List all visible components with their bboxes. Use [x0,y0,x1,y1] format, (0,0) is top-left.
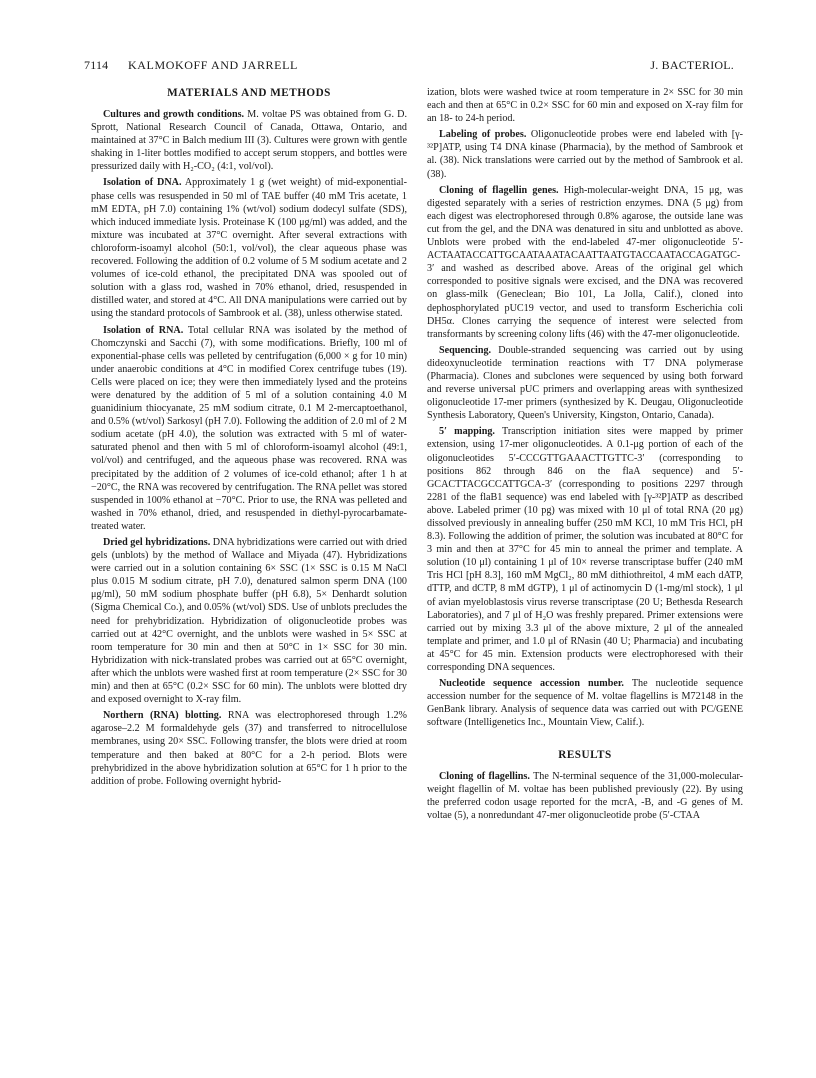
running-head-authors: KALMOKOFF AND JARRELL [128,58,298,72]
paragraph-northern-continued [427,86,743,125]
paragraph-cloning-genes [427,184,743,341]
run-in-head: Northern (RNA) blotting. [103,710,222,722]
paragraph-isolation-rna [91,324,407,534]
paragraph-labeling [427,128,743,180]
paragraph-text: M. voltae PS was obtained from G. D. Sprott, National Research Council of Canada, Ottawa, Ontario, and maintained at 37°C in Balch medium III (3). Cultures were grown with gentle shaking in 1-liter bottles modified to accept serum stoppers, and bottles were pressurized daily with H₂-CO₂ (4:1, vol/vol). [91,109,408,173]
paragraph-text: DNA hybridizations were carried out with dried gels (unblots) by the method of Wallace and Miyada (47). Hybridizations were carried out in a solution containing 6× SSC (1× SSC is 0.15 M NaCl plus 0.015 M sodium citrate, pH 7.0), denatured salmon sperm DNA (100 μg/ml), 50 mM sodium phosphate buffer (pH 6.8), 5× Denhardt solution (Sigma Chemical Co.), and 0.05% (wt/vol) SDS. Use of unblots precludes the need for prehybridization. Hybridization of oligonucleotide probes was carried out at 42°C overnight, and the unblots were washed in 5× SSC at room temperature for 30 min and then at 50°C in 1× SSC for 30 min. Hybridization with nick-translated probes was carried out at 65°C overnight, after which the unblots were washed first at room temperature (2× SSC for 30 min) and then at 65°C (0.2× SSC for 60 min). The unblots were blotted dry and exposed overnight to X-ray film. [91,537,407,706]
paragraph-text: ization, blots were washed twice at room temperature in 2× SSC for 30 min each and then at 65°C in 0.2× SSC for 60 min and exposed on X-ray film for an 18- to 24-h period. [427,87,743,125]
running-head [84,58,734,74]
right-column [427,86,743,825]
paragraph-text: The nucleotide sequence accession number for the sequence of M. voltae flagellins is M72148 in the GenBank library. Analysis of sequence data was carried out with PC/GENE software (Intelligenetics Inc., Mountain View, Calif.). [427,678,743,729]
paragraph-isolation-dna [91,176,407,320]
run-in-head: 5′ mapping. [439,426,495,438]
run-in-head: Cultures and growth conditions. [103,109,245,120]
run-in-head: Cloning of flagellin genes. [439,184,559,196]
paragraph-text: Oligonucleotide probes were end labeled with [γ-³²P]ATP, using T4 DNA kinase (Pharmacia), by the method of Sambrook et al. (38). Nick translations were carried out by the method of Sambrook et al. (38). [427,129,743,180]
run-in-head: Isolation of RNA. [103,324,184,336]
running-head-journal: J. BACTERIOL. [650,58,734,72]
paragraph-text: Transcription initiation sites were mapped by primer extension, using 17-mer oligonucleotides. A 0.1-μg portion of each of the oligonucleotides 5′-CCCGTTGAAACTTGTTC-3′ (corresponding to positions 862 through 846 on the flaA sequence) and 5′-GCACTTACGCCATTGCA-3′ (corresponding to positions 2297 through 2281 of the flaB1 sequence) was end labeled with [γ-³²P]ATP as described above. Labeled primer (10 pg) was mixed with 10 μl of total RNA (20 μg) dissolved previously in annealing buffer (250 mM KCl, 10 mM Tris HCl, pH 8.3). Following the addition of primer, the solution was incubated at 80°C for 3 min and then at 37°C for 45 min to anneal the primer and template. A solution (10 μl) containing 1 μl of 10× reverse transcriptase buffer (240 mM Tris HCl [pH 8.3], 160 mM MgCl₂, 80 mM dithiothreitol, 4 mM each dATP, dTTP, and dCTP, 8 mM dGTP), 1 μl of actinomycin D (1-mg/ml stock), 1 μl of avian myeloblastosis virus reverse transcriptase (20 U; Bethesda Research Laboratories), and 7 μl of H₂O was freshly prepared. Primer extensions were carried out by mixing 3.3 μl of the above mixture, 2 μl of the annealed template and primer, and 1.0 μl of RNasin (40 U; Pharmacia) and incubating at 45°C for 45 min. Extension products were electrophoresed with their corresponding DNA sequences. [427,426,743,674]
run-in-head: Dried gel hybridizations. [103,537,211,548]
run-in-head: Labeling of probes. [439,129,527,141]
run-in-head: Cloning of flagellins. [439,770,530,782]
paragraph-northern [91,709,407,788]
paragraph-text: High-molecular-weight DNA, 15 μg, was digested separately with a series of restriction enzymes. DNA (5 μg) from each digest was electrophoresed through 0.8% agarose, the outside lane was cut from the gel, and the DNA was denatured in situ and unblotted as above. Unblots were probed with the end-labeled 47-mer oligonucleotide 5′-ACTAATACCATTGCAATAAATACAATTAATGTACCAATACCAGATGC-3′ and washed as described above. Areas of the original gel which corresponded to positive signals were excised, and the DNA was recovered on glass-milk (Geneclean; Bio 101, La Jolla, Calif.), cloned into dephosphorylated pUC19 vector, and used to transform Escherichia coli DH5α. Clones carrying the sequence of interest were selected from transformants by screening colony lifts (46) with the 47-mer oligonucleotide. [427,184,743,340]
paragraph-dried-gel [91,536,407,706]
paragraph-cloning-flagellins [427,770,743,822]
left-column [91,86,407,791]
run-in-head: Isolation of DNA. [103,177,182,189]
paragraph-sequencing [427,344,743,423]
paragraph-text: Approximately 1 g (wet weight) of mid-exponential-phase cells was resuspended in 50 ml of TAE buffer (40 mM Tris acetate, 1 mM EDTA, pH 7.0) containing 1% (wt/vol) sodium dodecyl sulfate (SDS), which induced immediate lysis. Proteinase K (100 μg/ml) was added, and the mixture was incubated at 37°C overnight. After several extractions with chloroform-isoamyl alcohol (50:1, vol/vol), the clear aqueous phase was recovered. Following the addition of 0.2 volume of 5 M sodium acetate and 2 volumes of ice-cold ethanol, the precipitated DNA was spooled out of solution with a glass rod, washed in 70% ethanol, dried, resuspended in distilled water, and stored at 4°C. All DNA manipulations were carried out by using the standard protocols of Sambrook et al. (38), unless otherwise stated. [91,177,407,320]
paragraph-text: RNA was electrophoresed through 1.2% agarose–2.2 M formaldehyde gels (37) and transferred to nitrocellulose membranes, using 20× SSC. Following transfer, the blots were dried at room temperature and then baked at 80°C for a 2-h period. Blots were prehybridized in the above hybridization solution at 65°C for 1 h prior to the addition of probe. Following overnight hybrid- [91,710,407,787]
page-number: 7114 [84,58,109,72]
paragraph-text: The N-terminal sequence of the 31,000-molecular-weight flagellin of M. voltae has been published previously (22). By using the preferred codon usage reported for the mcrA, -B, and -G genes of M. voltae (5), a nonredundant 47-mer oligonucleotide probe (5′-CTAA [427,770,743,821]
paragraph-text: Total cellular RNA was isolated by the method of Chomczynski and Sacchi (7), with some modifications. Briefly, 100 ml of exponential-phase cells was pelleted by centrifugation (6,000 × g for 10 min) under anaerobic conditions at 4°C in modified Corex centrifuge tubes (19). Cells were placed on ice; they were then immediately lysed and the proteins were denatured by the addition of 5 ml of a solution containing 4.0 M guanidinium thiocyanate, 25 mM sodium citrate, 0.1 M 2-mercaptoethanol, and 0.5% (wt/vol) Sarkosyl (pH 7.0). Following the addition of 2.0 ml of 2 M sodium acetate (pH 4.0), the solution was extracted with 5 ml of water-saturated phenol and then with 5 ml of chloroform-isoamyl alcohol (49:1, vol/vol) and centrifuged, and the aqueous phase was recovered. RNA was precipitated by the addition of 2 volumes of ice-cold ethanol; after 1 h at −20°C, the RNA was recovered by centrifugation. The RNA pellet was stored suspended in 100% ethanol at −70°C. Prior to use, the RNA was pelleted and washed in 70% ethanol, dried, and resuspended in diethyl-pyrocarbamate-treated water. [91,324,407,532]
section-title-methods: MATERIALS AND METHODS [167,87,331,99]
paragraph-5prime-mapping [427,425,743,674]
run-in-head: Sequencing. [439,344,492,356]
run-in-head: Nucleotide sequence accession number. [439,678,624,690]
paragraph-cultures [91,108,407,173]
paragraph-text: Double-stranded sequencing was carried out by using dideoxynucleotide termination reactions with T7 DNA polymerase (Pharmacia). Clones and subclones were sequenced by using both forward and reverse universal pUC primers and overlapping areas with synthesized oligonucleotide 17-mer primers (synthesized by K. Deugau, Oligonucleotide Synthesis Laboratory, Queen's University, Kingston, Ontario, Canada). [427,344,743,422]
paragraph-accession [427,677,743,729]
section-title-results: RESULTS [558,748,612,761]
